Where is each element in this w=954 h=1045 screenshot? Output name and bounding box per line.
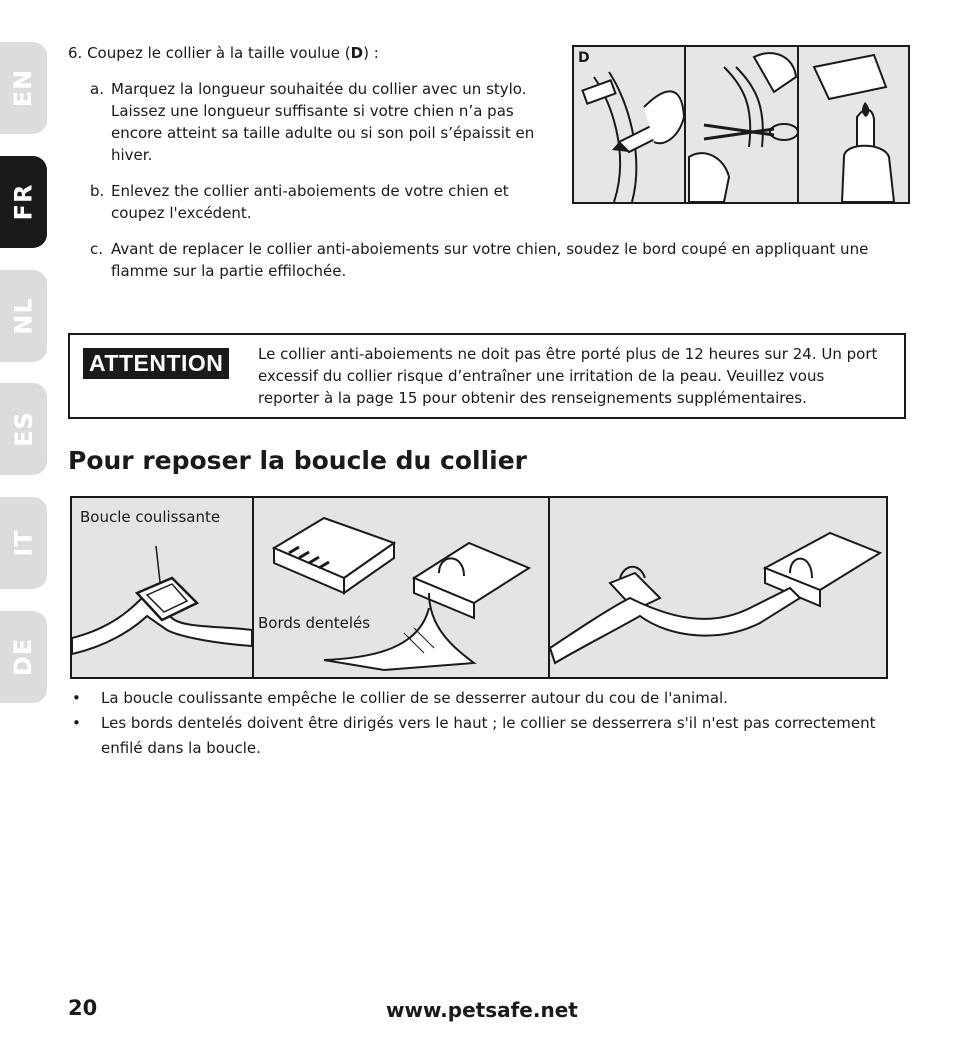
tab-en-label: EN <box>9 68 38 108</box>
substep-c-marker: c. <box>90 240 104 258</box>
step-6-prefix: 6. Coupez le collier à la taille voulue ( <box>68 44 351 62</box>
tab-es-label: ES <box>9 411 38 447</box>
tab-en[interactable] <box>0 42 47 134</box>
label-slide-buckle: Boucle coulissante <box>80 508 221 526</box>
tab-fr[interactable] <box>0 156 47 248</box>
footer-url[interactable]: www.petsafe.net <box>386 998 578 1022</box>
figure-d-label: D <box>578 50 590 66</box>
label-serrated-edges: Bords dentelés <box>258 614 371 632</box>
tab-de[interactable] <box>0 611 47 703</box>
tab-it-label: IT <box>9 529 38 557</box>
tab-nl[interactable] <box>0 270 47 362</box>
attention-label: ATTENTION <box>83 348 229 379</box>
buckle-figure <box>70 496 888 679</box>
bullet-text: La boucle coulissante empêche le collier de se desserrer autour du cou de l'animal. <box>101 689 728 707</box>
section-title: Pour reposer la boucle du collier <box>68 446 527 475</box>
tab-nl-label: NL <box>9 297 38 335</box>
step-6-suffix: ) : <box>363 44 379 62</box>
attention-box <box>68 333 906 419</box>
step-6-figure-ref: D <box>350 44 364 62</box>
teeth-buckle-illustration <box>254 498 548 677</box>
bullet-text: Les bords dentelés doivent être dirigés vers le haut ; le collier se desserrera s'il n'est pas correctement enfilé dans la boucle. <box>101 714 876 757</box>
buckle-panel-assembled <box>550 498 888 677</box>
assembled-buckle-illustration <box>550 498 888 677</box>
tab-es[interactable] <box>0 383 47 475</box>
substep-c-text: Avant de replacer le collier anti-aboiements sur votre chien, soudez le bord coupé en appliquant une flamme sur la partie effilochée. <box>111 240 869 280</box>
buckle-panel-teeth <box>254 498 550 677</box>
substep-b-marker: b. <box>90 182 105 200</box>
substep-a-text: Marquez la longueur souhaitée du collier avec un stylo. Laissez une longueur suffisante si votre chien n’a pas encore atteint sa taille adulte ou si son poil s’épaissit en hiver. <box>111 80 535 164</box>
step-6-heading <box>68 42 379 64</box>
bullet-marker: • <box>72 689 81 707</box>
list-item <box>68 711 898 761</box>
page-number: 20 <box>68 996 98 1020</box>
buckle-panel-slide <box>72 498 254 677</box>
attention-text: Le collier anti-aboiements ne doit pas être porté plus de 12 heures sur 24. Un port excessif du collier risque d’entraîner une irritation de la peau. Veuillez vous reporter à la page 15 pour obtenir des renseignements supplémentaires. <box>258 345 878 407</box>
substep-b-text: Enlevez the collier anti-aboiements de votre chien et coupez l'excédent. <box>111 182 509 222</box>
tab-it[interactable] <box>0 497 47 589</box>
figure-d <box>572 45 910 204</box>
tab-de-label: DE <box>9 637 38 677</box>
bullet-marker: • <box>72 714 81 732</box>
bullet-list <box>68 686 898 761</box>
list-item <box>68 686 898 711</box>
substep-a-marker: a. <box>90 80 104 98</box>
tab-fr-label: FR <box>9 183 38 221</box>
figure-d-illustration <box>574 47 908 202</box>
